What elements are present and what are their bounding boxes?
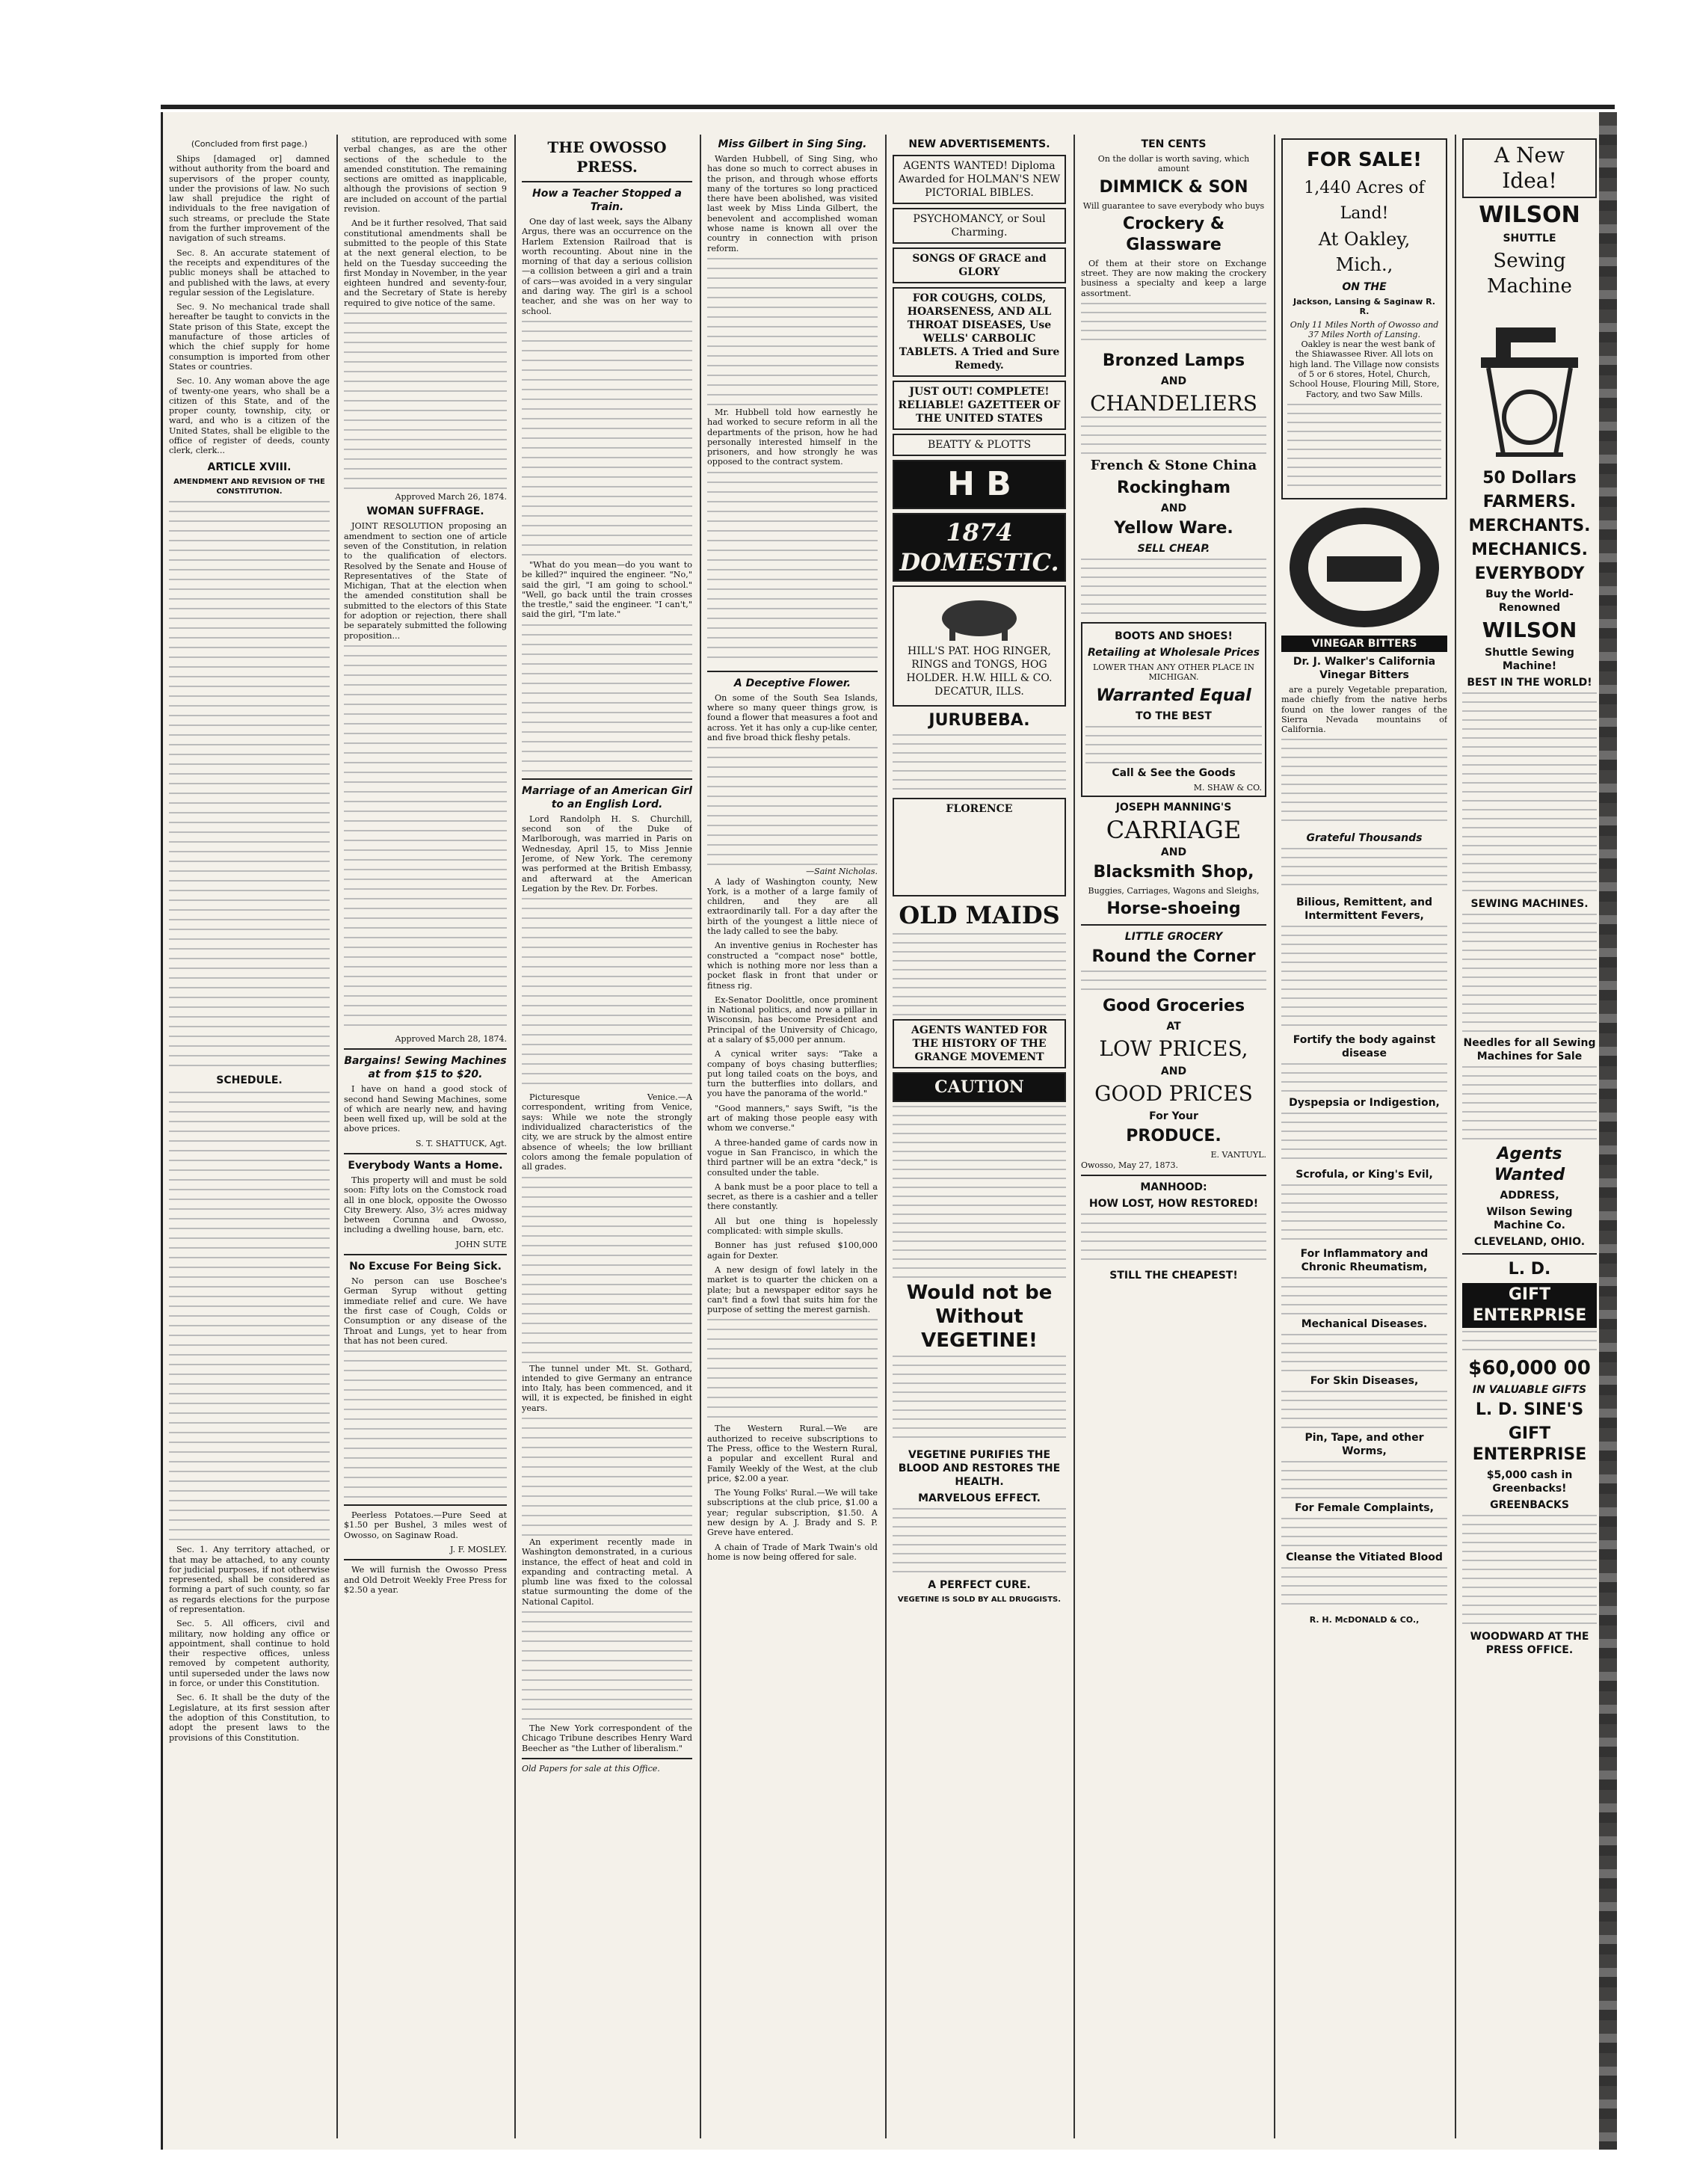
ad-headline: $60,000 00 (1468, 1357, 1591, 1379)
ad-connector: AND (1160, 375, 1187, 388)
ad-text: On the dollar is worth saving, which amount (1097, 154, 1250, 174)
illegible-text-block (893, 1106, 1066, 1278)
column-rule (336, 135, 338, 2138)
ad-headline: JURUBEBA. (928, 711, 1030, 730)
ad-subheading: For Female Complaints, (1295, 1502, 1434, 1515)
ad-text: SONGS OF GRACE and GLORY (912, 253, 1047, 278)
ad-headline: MECHANICS. (1471, 541, 1588, 559)
divider (1462, 1253, 1597, 1255)
ad-body: Of them at their store on Exchange street. They are now making the crockery business a specialty and keep a large assortment. (1081, 258, 1266, 298)
ad-heading: No Excuse For Being Sick. (349, 1261, 502, 1273)
ad-headline: Call & See the Goods (1112, 766, 1236, 779)
ad-box (893, 460, 1066, 509)
ad-headline: OLD MAIDS (899, 901, 1060, 929)
ad-headline: SEWING MACHINES. (1470, 898, 1589, 910)
article-paragraph: The Young Folks' Rural.—We will take subscriptions at the club price, $1.00 a year; regular subscription, $1.50. A new design by A. J. Brady and S. P. Greve have entered. (707, 1488, 878, 1538)
ad-business-name: DIMMICK & SON (1099, 177, 1248, 197)
ad-box (893, 798, 1066, 896)
divider (522, 181, 692, 182)
article-paragraph: A lady of Washington county, New York, is a mother of a large family of children, and they are all extraordinarily tall. For a day after the birth of the youngest a little niece of the lady called to see the baby. (707, 876, 878, 937)
article-paragraph: "Good manners," says Swift, "is the art of making those people easy with whom we converse." (707, 1103, 878, 1133)
illegible-text-block (1462, 1066, 1597, 1141)
illegible-text-block (1281, 1334, 1447, 1371)
article-paragraph: Sec. 9. No mechanical trade shall hereafter be taught to convicts in the State prison of this State, except the manufacture of those articles of which the chief supply for home consumption is imported from other States or countries. (169, 302, 330, 372)
ad-subheading: For Skin Diseases, (1310, 1375, 1419, 1388)
ad-headline: FOR SALE! (1307, 149, 1422, 171)
vinegar-bitters-seal (1286, 504, 1443, 631)
ad-text: FLORENCE (946, 803, 1013, 815)
ad-text: ADDRESS, (1500, 1190, 1559, 1202)
ad-headline: French & Stone China (1090, 458, 1257, 474)
ad-text: Buggies, Carriages, Wagons and Sleighs, (1088, 885, 1260, 896)
ad-text: JUST OUT! COMPLETE! RELIABLE! GAZETTEER OF THE UNITED STATES (898, 386, 1061, 425)
illegible-text-block (1281, 848, 1447, 893)
article-paragraph: And be it further resolved, That said constitutional amendments shall be submitted to the people of this State at the next general election, to be held on the Tuesday succeeding the first Monday in November, in the year eighteen hundred and seventy-four, and the Secretary of State is hereby required to give notice of the same. (344, 218, 507, 308)
ad-subheading: Scrofula, or King's Evil, (1296, 1169, 1433, 1181)
ad-connector: AND (1160, 502, 1187, 515)
ad-box (893, 247, 1066, 283)
article-paragraph: Ex-Senator Doolittle, once prominent in National politics, and now a pillar in Wisconsin, has become President and Principal of the University of Chicago, at a salary of $5,000 per annum. (707, 994, 878, 1045)
footer-note: Old Papers for sale at this Office. (522, 1763, 660, 1774)
article-paragraph: stitution, are reproduced with some verbal changes, as are the other sections of the schedule to the amended constitution. The remaining sections are omitted as inapplicable, although the provisions of section 9 are included on account of the partial revision. (344, 135, 507, 215)
column-4 (707, 135, 878, 2138)
illegible-text-block (169, 501, 330, 1069)
article-paragraph: A chain of Trade of Mark Twain's old home is now being offered for sale. (707, 1542, 878, 1562)
ad-box (893, 585, 1066, 707)
ad-box (893, 208, 1066, 244)
illegible-text-block (707, 1319, 878, 1424)
divider (344, 1254, 507, 1255)
ad-headline: FARMERS. (1482, 493, 1577, 511)
divider (1081, 924, 1266, 926)
ad-headline: MARVELOUS EFFECT. (918, 1492, 1041, 1504)
illegible-text-block (522, 1418, 692, 1537)
article-paragraph: Sec. 8. An accurate statement of the receipts and expenditures of the public moneys shall be attached to and published with the laws, at every regular session of the Legislature. (169, 247, 330, 298)
illegible-text-block (893, 734, 1066, 794)
ad-subheading: Mechanical Diseases. (1301, 1318, 1428, 1331)
ad-text: 1874 DOMESTIC. (899, 518, 1059, 576)
ad-headline: Needles for all Sewing Machines for Sale (1463, 1037, 1596, 1062)
divider (344, 1559, 507, 1560)
ad-box (1281, 138, 1447, 499)
ad-box (1462, 138, 1597, 198)
article-paragraph: Sec. 10. Any woman above the age of twenty-one years, who shall be a citizen of this State, and of the proper county, township, city, or ward, and who is a citizen of the United States, shall be eligible to the office of register of deeds, county clerk, clerk... (169, 376, 330, 456)
ad-headline: HOW LOST, HOW RESTORED! (1088, 1197, 1259, 1210)
ad-box (893, 381, 1066, 430)
column-rule (514, 135, 516, 2138)
ad-headline: VEGETINE PURIFIES THE BLOOD AND RESTORES THE HEALTH. (898, 1449, 1061, 1488)
illegible-text-block (893, 1356, 1066, 1445)
ad-body: Oakley is near the west bank of the Shiawassee River. All lots on high land. The Village now consists of 5 or 6 stores, Hotel, Church, School House, Flouring Mill, Store, Factory, and two Saw Mills. (1289, 339, 1440, 399)
ad-headline: JOSEPH MANNING'S (1115, 801, 1232, 813)
ad-headline: Retailing at Wholesale Prices (1088, 647, 1260, 659)
article-paragraph: The Western Rural.—We are authorized to receive subscriptions to The Press, office to the Western Rural, a popular and excellent Rural and Family Weekly of the West, at the club price, $2.00 a year. (707, 1424, 878, 1483)
ad-box (893, 434, 1066, 456)
article-paragraph: A three-handed game of cards now in vogue in San Francisco, in which the third partner will be an extra "deck," is consulted under the table. (707, 1137, 878, 1178)
ad-box (893, 513, 1066, 582)
newspaper-page (161, 112, 1617, 2150)
ad-text: H B (947, 465, 1011, 503)
article-paragraph: Sec. 5. All officers, civil and military, now holding any office or appointment, shall continue to hold their respective offices, unless removed by competent authority, until superseded under the laws now in force, or under this Constitution. (169, 1619, 330, 1689)
ad-headline: L. D. (1508, 1260, 1551, 1279)
ad-text: Buy the World-Renowned (1485, 588, 1574, 614)
ad-headline: WILSON (1479, 202, 1580, 228)
ad-connector: AND (1160, 846, 1187, 858)
ad-heading: Everybody Wants a Home. (348, 1159, 503, 1172)
article-paragraph: Ships [damaged or] damned without authority from the board and supervisors of the proper county, under the provisions of law. No such law shall prejudice the right of individuals to the free navigation of such streams, or preclude the State from the further improvement of the navigation of such streams. (169, 154, 330, 244)
ad-headline: L. D. SINE'S (1475, 1400, 1584, 1419)
divider (522, 1758, 692, 1759)
illegible-text-block (1281, 1063, 1447, 1093)
article-paragraph: A new design of fowl lately in the market is to quarter the chicken on a plate; but a newspaper editor says he can't find a fowl that suits him for the purpose of setting the merest garnish. (707, 1264, 878, 1315)
ad-subheading: Cleanse the Vitiated Blood (1286, 1551, 1443, 1564)
ad-headline: Rockingham (1116, 479, 1231, 498)
masthead: THE OWOSSO PRESS. (547, 138, 667, 176)
divider (344, 1153, 507, 1154)
ad-headline: At Oakley, Mich., (1318, 229, 1411, 275)
top-rule (161, 105, 1615, 109)
ad-subheading: Bilious, Remittent, and Intermittent Fevers, (1296, 896, 1432, 923)
ad-text: AGENTS WANTED FOR THE HISTORY OF THE GRANGE MOVEMENT (911, 1024, 1048, 1063)
illegible-text-block (522, 1611, 692, 1723)
column-rule (1073, 135, 1075, 2138)
illegible-text-block (169, 1092, 330, 1540)
ad-text: BEATTY & PLOTTS (927, 439, 1032, 451)
ad-date: Owosso, May 27, 1873. (1081, 1160, 1178, 1170)
ad-signature: JOHN SUTE (455, 1239, 507, 1249)
ad-signature: M. SHAW & CO. (1193, 782, 1262, 793)
ad-box (893, 155, 1066, 204)
ad-headline: Blacksmith Shop, (1093, 862, 1254, 882)
ad-text: TO THE BEST (1136, 710, 1212, 722)
ad-subheading: Fortify the body against disease (1293, 1034, 1436, 1060)
ad-text: AGENTS WANTED! Diploma Awarded for HOLMAN'S NEW PICTORIAL BIBLES. (898, 160, 1061, 199)
ad-signature: R. H. McDONALD & CO., (1309, 1615, 1420, 1625)
ad-connector: For Your (1149, 1110, 1198, 1123)
ad-headline: CARRIAGE (1106, 815, 1242, 844)
article-heading: A Deceptive Flower. (733, 677, 851, 689)
column-1 (169, 135, 330, 2138)
ad-headline: Sewing Machine (1487, 250, 1572, 298)
schedule-heading: SCHEDULE. (216, 1074, 283, 1087)
ad-body: No person can use Boschee's German Syrup without getting immediate relief and cure. We have the first case of Cough, Colds or Consumption or any disease of the Throat and Lungs, yet to hear from that has not been cured. (344, 1276, 507, 1346)
ad-box (893, 1019, 1066, 1068)
ad-signature: S. T. SHATTUCK, Agt. (416, 1138, 507, 1148)
article-heading: Marriage of an American Girl to an English Lord. (522, 784, 692, 810)
ad-headline: Agents Wanted (1494, 1145, 1565, 1184)
ad-heading: Bargains! Sewing Machines at from $15 to $20. (344, 1055, 507, 1081)
article-heading: Miss Gilbert in Sing Sing. (718, 138, 867, 150)
illegible-text-block (344, 313, 507, 492)
illegible-text-block (522, 1177, 692, 1364)
article-paragraph: Bonner has just refused $100,000 again for Dexter. (707, 1240, 878, 1261)
ad-text: FOR COUGHS, COLDS, HOARSENESS, AND ALL THROAT DISEASES, Use WELLS' CARBOLIC TABLETS. A Tried and Sure Remedy. (899, 292, 1060, 372)
ad-footer: VEGETINE IS SOLD BY ALL DRUGGISTS. (897, 1596, 1062, 1604)
ad-subheading: Grateful Thousands (1306, 832, 1423, 845)
ad-headline: MANHOOD: (1140, 1181, 1207, 1193)
divider (344, 1504, 507, 1506)
illegible-text-block (1462, 692, 1597, 894)
section-heading: NEW ADVERTISEMENTS. (908, 138, 1050, 150)
ad-box (893, 1072, 1066, 1102)
article-subheading: AMENDMENT AND REVISION OF THE CONSTITUTION. (173, 477, 325, 496)
illegible-text-block (1085, 726, 1262, 763)
divider (1081, 1175, 1266, 1176)
ad-headline: LITTLE GROCERY (1124, 931, 1223, 944)
ad-headline: BEST IN THE WORLD! (1467, 677, 1592, 689)
ad-headline: EVERYBODY (1474, 565, 1585, 583)
illegible-text-block (1281, 1277, 1447, 1314)
scan-edge-shadow (1599, 112, 1617, 2150)
article-paragraph: Sec. 1. Any territory attached, or that may be attached, to any county for judicial purposes, if not otherwise represented, shall be considered as forming a part of such county, so far as regards elections for the purpose of representation. (169, 1545, 330, 1614)
ad-headline: WILSON (1482, 618, 1577, 642)
divider (522, 778, 692, 780)
ad-box (893, 287, 1066, 377)
article-paragraph: Picturesque Venice.—A correspondent, writing from Venice, says: While we note the strongly individualized characteristics of the city, we are struck by the almost entire absence of wheels; the low brilliant colors among the female population of all grades. (522, 1092, 692, 1172)
article-paragraph: The tunnel under Mt. St. Gothard, intended to give Germany an entrance into Italy, has been commenced, and it will, it is expected, be finished in eight years. (522, 1363, 692, 1413)
column-3 (522, 135, 692, 2138)
divider (344, 1048, 507, 1050)
ad-headline: LOW PRICES, (1099, 1036, 1248, 1062)
ad-headline: Round the Corner (1091, 947, 1256, 967)
article-paragraph: One day of last week, says the Albany Argus, there was an occurrence on the Harlem Extension Railroad that is worth recounting. About nine in the morning of that day a serious collision—a collision between a girl and a train of cars—was avoided in a very singular and daring way. The girl is a school teacher, and she was on her way to school. (522, 217, 692, 316)
illegible-text-block (1281, 1184, 1447, 1244)
column-rule (1274, 135, 1275, 2138)
illegible-text-block (1281, 1518, 1447, 1548)
article-paragraph: "What do you mean—do you want to be killed?" inquired the engineer. "No," said the girl, "I am going to school." "Well, go back until the train crosses the trestle," said the engineer. "I can't," said the girl, "I'm late." (522, 559, 692, 620)
ad-signature: J. F. MOSLEY. (450, 1545, 507, 1555)
ad-subheading: For Inflammatory and Chronic Rheumatism, (1300, 1248, 1429, 1274)
divider (707, 671, 878, 672)
ad-headline: TEN CENTS (1141, 138, 1207, 150)
hog-ringer-illustration (934, 590, 1024, 642)
ad-text: LOWER THAN ANY OTHER PLACE IN MICHIGAN. (1092, 662, 1255, 683)
illegible-text-block (1081, 1213, 1266, 1266)
ad-headline: Shuttle Sewing Machine! (1485, 647, 1574, 672)
ad-headline: A PERFECT CURE. (928, 1579, 1031, 1591)
approved-date: Approved March 26, 1874. (395, 492, 507, 502)
ad-tagline: SELL CHEAP. (1137, 543, 1210, 556)
ad-headline: PRODUCE. (1126, 1127, 1222, 1146)
ad-box (1081, 622, 1266, 797)
illegible-text-block (1081, 971, 1266, 993)
column-rule (1455, 135, 1456, 2138)
illegible-text-block (522, 321, 692, 560)
sewing-machine-illustration (1466, 305, 1593, 462)
article-paragraph: Sec. 6. It shall be the duty of the Legislature, at its first session after the adoption of this Constitution, to adopt the present laws to the provisions of this Constitution. (169, 1693, 330, 1743)
article-paragraph: The New York correspondent of the Chicago Tribune describes Henry Ward Beecher as "the Luther of liberalism." (522, 1723, 692, 1753)
ad-headline: $5,000 cash in Greenbacks! (1486, 1469, 1573, 1495)
illegible-text-block (1281, 1567, 1447, 1612)
article-paragraph: Mr. Hubbell told how earnestly he had worked to secure reform in all the departments of the prison, how he had personally interested himself in the prisoners, and how strongly he was opposed to the contract system. (707, 407, 878, 467)
column-6 (1081, 135, 1266, 2138)
ad-text: CAUTION (934, 1077, 1024, 1097)
illegible-text-block (1281, 1113, 1447, 1165)
ad-headline: Good Groceries (1102, 997, 1245, 1016)
article-paragraph: Warden Hubbell, of Sing Sing, who has done so much to correct abuses in the prison, and through whose efforts many of the tortures so long practiced there have been abolished, was visited last week by Miss Linda Gilbert, the benevolent and accomplished woman whose name is known all over the country in connection with prison reform. (707, 154, 878, 253)
ad-headline: STILL THE CHEAPEST! (1109, 1269, 1238, 1282)
illegible-text-block (344, 645, 507, 1034)
ad-headline: Crockery & Glassware (1122, 214, 1225, 254)
article-heading: WOMAN SUFFRAGE. (366, 505, 484, 518)
illegible-text-block (1081, 416, 1266, 454)
ad-text: IN VALUABLE GIFTS (1472, 1384, 1587, 1396)
illegible-text-block (893, 1508, 1066, 1575)
illegible-text-block (1462, 914, 1597, 1033)
ad-headline: SHUTTLE (1503, 233, 1556, 244)
column-7 (1281, 135, 1447, 2138)
illegible-text-block (1462, 1331, 1597, 1353)
ad-headline: GREENBACKS (1490, 1499, 1569, 1511)
ad-headline: Warranted Equal (1096, 686, 1251, 705)
ad-signature: E. VANTUYL. (1210, 1150, 1266, 1160)
ad-headline: Bronzed Lamps (1102, 351, 1245, 371)
illegible-text-block (1081, 559, 1266, 618)
ad-headline: MERCHANTS. (1468, 517, 1591, 535)
ad-headline: CHANDELIERS (1090, 391, 1257, 416)
ad-text: PSYCHOMANCY, or Soul Charming. (913, 213, 1046, 239)
ad-text: HILL'S PAT. HOG RINGER, RINGS and TONGS, HOG HOLDER. H.W. HILL & CO. DECATUR, ILLS. (906, 645, 1053, 698)
illegible-text-block (707, 747, 878, 867)
article-paragraph: All but one thing is hopelessly complicated: with simple skulls. (707, 1216, 878, 1237)
ad-text: CLEVELAND, OHIO. (1473, 1236, 1586, 1248)
illegible-text-block (1281, 1461, 1447, 1498)
illegible-text-block (1281, 739, 1447, 828)
article-paragraph: A cynical writer says: "Take a company of boys chasing butterflies; put long tailed coats on the boys, and turn the butterflies into dollars, and you have the panorama of the world." (707, 1049, 878, 1099)
article-source: —Saint Nicholas. (806, 867, 878, 877)
illegible-text-block (893, 933, 1066, 1015)
ad-headline: A New Idea! (1494, 143, 1565, 193)
illegible-text-block (1281, 926, 1447, 1030)
ad-body: We will furnish the Owosso Press and Old Detroit Weekly Free Press for $2.50 a year. (344, 1565, 507, 1595)
ad-text: Will guarantee to save everybody who buys (1082, 200, 1265, 211)
ad-headline: WOODWARD AT THE PRESS OFFICE. (1470, 1631, 1589, 1656)
ad-headline: Horse-shoeing (1106, 899, 1241, 919)
ad-connector: AND (1160, 1065, 1187, 1078)
illegible-text-block (1287, 404, 1441, 493)
article-paragraph: A bank must be a poor place to tell a secret, as there is a cashier and a teller there constantly. (707, 1181, 878, 1212)
illegible-text-block (344, 1350, 507, 1500)
column-rule (885, 135, 887, 2138)
article-heading: How a Teacher Stopped a Train. (532, 188, 682, 213)
ad-headline: GIFT ENTERPRISE (1462, 1283, 1597, 1328)
column-8 (1462, 135, 1597, 2138)
column-5 (893, 135, 1066, 2138)
ad-headline: 1,440 Acres of Land! (1304, 179, 1425, 223)
ad-headline: Would not be Without VEGETINE! (906, 1282, 1053, 1352)
illegible-text-block (1281, 1391, 1447, 1428)
ad-body: Peerless Potatoes.—Pure Seed at $1.50 per Bushel, 3 miles west of Owosso, on Saginaw Road. (344, 1510, 507, 1540)
illegible-text-block (707, 258, 878, 407)
ad-connector: AT (1166, 1021, 1181, 1033)
ad-headline: VINEGAR BITTERS (1281, 636, 1447, 652)
ad-text: Jackson, Lansing & Saginaw R. R. (1293, 297, 1435, 317)
article-paragraph: An experiment recently made in Washington demonstrated, in a curious instance, the effect of heat and cold in expanding and contracting metal. A plumb line was fixed to the colossal statue surmounting the dome of the National Capitol. (522, 1537, 692, 1607)
column-rule (700, 135, 701, 2138)
article-paragraph: JOINT RESOLUTION proposing an amendment to section one of article seven of the Constitution, in relation to the qualification of electors. Resolved by the Senate and House of Representatives of the State of Michigan, That at the election when the amended constitution shall be submitted to the electors of this State for adoption or rejection, there shall be separately submitted the following proposition... (344, 521, 507, 641)
ad-headline: Yellow Ware. (1114, 519, 1233, 538)
illegible-text-block (1081, 303, 1266, 348)
article-paragraph: An inventive genius in Rochester has constructed a "compact nose" bottle, which is nothing more nor less than a pocket flask in front that under or fitness rig. (707, 941, 878, 991)
ad-headline: 50 Dollars (1482, 469, 1577, 487)
ad-body: are a purely Vegetable preparation, made chiefly from the native herbs found on the lower ranges of the Sierra Nevada mountains of California. (1281, 684, 1447, 735)
continued-note: (Concluded from first page.) (191, 139, 308, 149)
illegible-text-block (707, 472, 878, 666)
approved-date: Approved March 28, 1874. (395, 1033, 507, 1044)
article-heading: ARTICLE XVIII. (207, 461, 292, 473)
illegible-text-block (1462, 1515, 1597, 1627)
ad-headline: Wilson Sewing Machine Co. (1486, 1206, 1573, 1231)
ad-subheading: Pin, Tape, and other Worms, (1304, 1432, 1424, 1458)
illegible-text-block (522, 898, 692, 1092)
ad-connector: ON THE (1342, 281, 1387, 293)
column-2 (344, 135, 507, 2138)
ad-body: I have on hand a good stock of second hand Sewing Machines, some of which are nearly new, and having been well fixed up, will be sold at the above prices. (344, 1084, 507, 1134)
article-paragraph: On some of the South Sea Islands, where so many queer things grow, is found a flower that measures a foot and across. Yet it has only a cup-like center, and five broad thick fleshy petals. (707, 692, 878, 742)
ad-subheading: Dyspepsia or Indigestion, (1289, 1097, 1440, 1110)
ad-text: Only 11 Miles North of Owosso and 37 Miles North of Lansing. (1290, 319, 1439, 339)
article-paragraph: Lord Randolph H. S. Churchill, second son of the Duke of Marlborough, was married in Paris on Wednesday, April 15, to Miss Jennie Jerome, of New York. The ceremony was performed at the British Embassy, and afterward at the American Legation by the Rev. Dr. Forbes. (522, 813, 692, 893)
ad-headline: GIFT ENTERPRISE (1472, 1424, 1587, 1464)
ad-headline: GOOD PRICES (1094, 1081, 1253, 1107)
ad-headline: BOOTS AND SHOES! (1115, 630, 1233, 643)
ad-headline: Dr. J. Walker's California Vinegar Bitters (1293, 655, 1436, 681)
illegible-text-block (522, 624, 692, 774)
ad-body: This property will and must be sold soon: Fifty lots on the Comstock road all in one block, opposite the Owosso City Brewery. Also, 3½ acres midway between Corunna and Owosso, including a dwelling house, barn, etc. (344, 1175, 507, 1235)
